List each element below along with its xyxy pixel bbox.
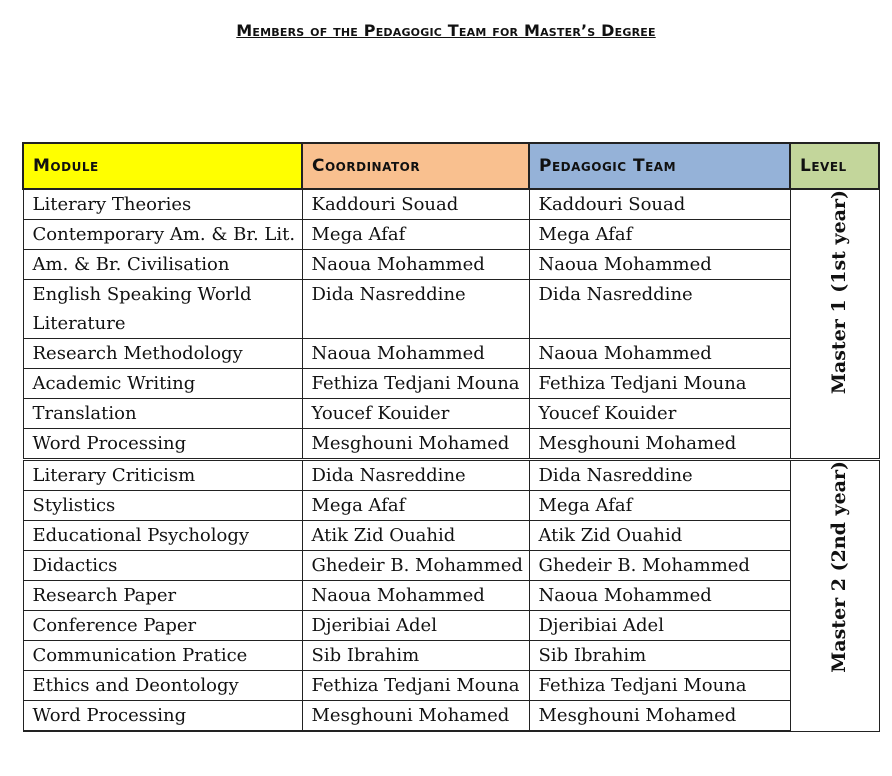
table-row	[23, 280, 879, 339]
coordinator-cell: Youcef Kouider	[302, 399, 529, 429]
team-cell: Fethiza Tedjani Mouna	[529, 369, 790, 399]
table-row	[23, 369, 879, 399]
coordinator-cell: Dida Nasreddine	[302, 460, 529, 491]
team-cell: Mesghouni Mohamed	[529, 429, 790, 460]
coordinator-cell: Fethiza Tedjani Mouna	[302, 369, 529, 399]
table-row	[23, 250, 879, 280]
module-cell: English Speaking World Literature	[23, 280, 302, 339]
header-coordinator: Coordinator	[302, 143, 529, 189]
team-cell: Ghedeir B. Mohammed	[529, 551, 790, 581]
team-cell: Mega Afaf	[529, 220, 790, 250]
module-cell: Conference Paper	[23, 611, 302, 641]
coordinator-cell: Sib Ibrahim	[302, 641, 529, 671]
coordinator-cell: Naoua Mohammed	[302, 339, 529, 369]
module-cell: Stylistics	[23, 491, 302, 521]
level-cell-master-1	[790, 189, 879, 460]
header-level: Level	[790, 143, 879, 189]
module-cell: Research Paper	[23, 581, 302, 611]
module-cell: Literary Theories	[23, 189, 302, 220]
module-cell: Literary Criticism	[23, 460, 302, 491]
module-cell: Research Methodology	[23, 339, 302, 369]
coordinator-cell: Dida Nasreddine	[302, 280, 529, 339]
table-row	[23, 611, 879, 641]
coordinator-cell: Fethiza Tedjani Mouna	[302, 671, 529, 701]
team-cell: Naoua Mohammed	[529, 250, 790, 280]
table-row	[23, 491, 879, 521]
module-cell: Word Processing	[23, 701, 302, 732]
module-cell: Academic Writing	[23, 369, 302, 399]
team-cell: Kaddouri Souad	[529, 189, 790, 220]
team-cell: Sib Ibrahim	[529, 641, 790, 671]
coordinator-cell: Mega Afaf	[302, 220, 529, 250]
level-label-master-1: Master 1 (1st year)	[828, 190, 850, 395]
team-cell: Fethiza Tedjani Mouna	[529, 671, 790, 701]
team-cell: Mega Afaf	[529, 491, 790, 521]
table-header-row	[23, 143, 879, 189]
team-cell: Mesghouni Mohamed	[529, 701, 790, 732]
coordinator-cell: Kaddouri Souad	[302, 189, 529, 220]
table-row	[23, 521, 879, 551]
page-title: Members of the Pedagogic Team for Master’s Degree	[236, 21, 656, 40]
pedagogic-team-table	[22, 142, 880, 732]
module-cell: Word Processing	[23, 429, 302, 460]
table-row	[23, 581, 879, 611]
table-row	[23, 399, 879, 429]
module-cell: Didactics	[23, 551, 302, 581]
module-cell: Ethics and Deontology	[23, 671, 302, 701]
coordinator-cell: Naoua Mohammed	[302, 581, 529, 611]
team-cell: Naoua Mohammed	[529, 339, 790, 369]
team-cell: Djeribiai Adel	[529, 611, 790, 641]
header-pedagogic-team: Pedagogic Team	[529, 143, 790, 189]
coordinator-cell: Djeribiai Adel	[302, 611, 529, 641]
module-cell: Educational Psychology	[23, 521, 302, 551]
module-cell: Communication Pratice	[23, 641, 302, 671]
level-cell-master-2	[790, 460, 879, 732]
coordinator-cell: Atik Zid Ouahid	[302, 521, 529, 551]
header-module: Module	[23, 143, 302, 189]
table-row	[23, 429, 879, 460]
coordinator-cell: Ghedeir B. Mohammed	[302, 551, 529, 581]
table-row	[23, 220, 879, 250]
coordinator-cell: Mesghouni Mohamed	[302, 429, 529, 460]
team-cell: Dida Nasreddine	[529, 280, 790, 339]
coordinator-cell: Mesghouni Mohamed	[302, 701, 529, 732]
team-cell: Naoua Mohammed	[529, 581, 790, 611]
table-row	[23, 460, 879, 491]
table-row	[23, 339, 879, 369]
coordinator-cell: Mega Afaf	[302, 491, 529, 521]
table-row	[23, 671, 879, 701]
table-row	[23, 189, 879, 220]
table-row	[23, 641, 879, 671]
team-cell: Youcef Kouider	[529, 399, 790, 429]
module-cell: Contemporary Am. & Br. Lit.	[23, 220, 302, 250]
coordinator-cell: Naoua Mohammed	[302, 250, 529, 280]
module-cell: Translation	[23, 399, 302, 429]
module-cell: Am. & Br. Civilisation	[23, 250, 302, 280]
team-cell: Atik Zid Ouahid	[529, 521, 790, 551]
level-label-master-2: Master 2 (2nd year)	[828, 461, 850, 673]
table-row	[23, 701, 879, 732]
table-row	[23, 551, 879, 581]
team-cell: Dida Nasreddine	[529, 460, 790, 491]
